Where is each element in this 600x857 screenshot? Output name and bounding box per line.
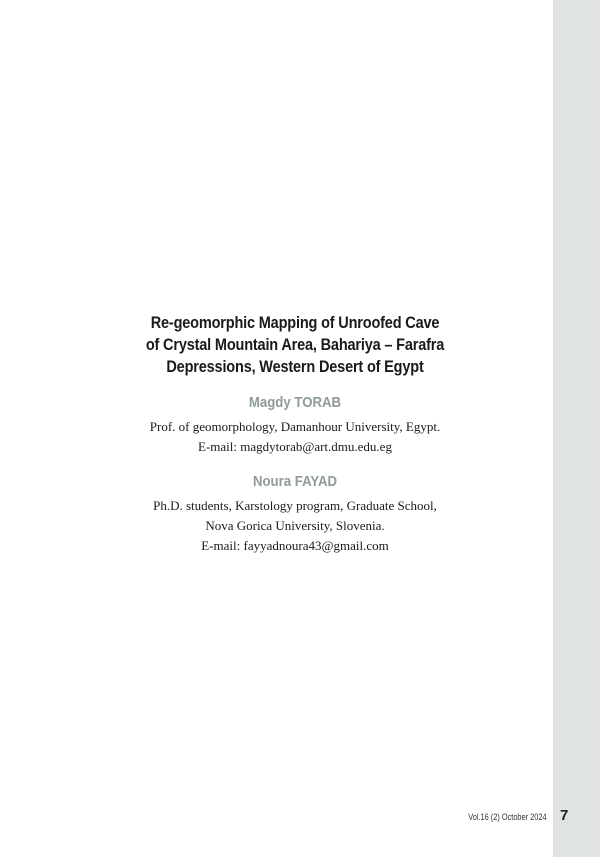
author-block bbox=[0, 473, 590, 556]
title-line-1: Re-geomorphic Mapping of Unroofed Cave bbox=[150, 314, 440, 332]
title-line-3: Depressions, Western Desert of Egypt bbox=[166, 358, 424, 376]
paper-title bbox=[35, 312, 554, 378]
issue-info: Vol.16 (2) October 2024 bbox=[468, 812, 547, 822]
author-block bbox=[0, 394, 590, 457]
title-line-2: of Crystal Mountain Area, Bahariya – Farafra bbox=[145, 336, 445, 354]
author-name: Noura FAYAD bbox=[252, 473, 338, 490]
author-affiliation: Ph.D. students, Karstology program, Graduate School, bbox=[153, 498, 437, 513]
title-block bbox=[0, 312, 590, 556]
author-name: Magdy TORAB bbox=[248, 394, 342, 411]
author-affiliation: Prof. of geomorphology, Damanhour University, Egypt. bbox=[149, 419, 441, 434]
page-footer bbox=[0, 806, 600, 830]
author-email: E-mail: fayyadnoura43@gmail.com bbox=[201, 538, 389, 553]
page-number: 7 bbox=[560, 807, 569, 824]
author-affiliation: Nova Gorica University, Slovenia. bbox=[205, 518, 385, 533]
author-email: E-mail: magdytorab@art.dmu.edu.eg bbox=[198, 439, 392, 454]
